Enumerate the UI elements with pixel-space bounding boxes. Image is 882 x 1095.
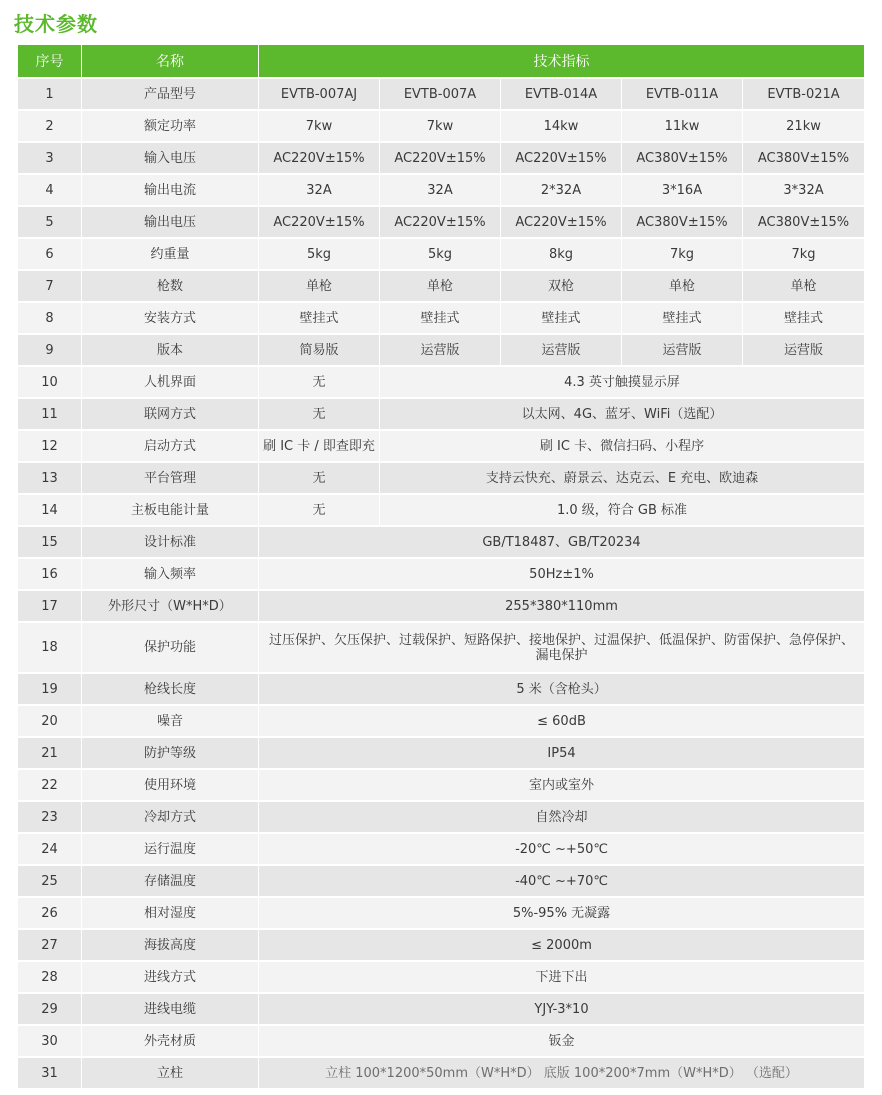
row-number: 29: [18, 992, 82, 1024]
param-value: 双枪: [501, 269, 622, 301]
spec-table: [18, 45, 864, 1088]
row-number: 4: [18, 173, 82, 205]
row-number: 2: [18, 109, 82, 141]
param-value: EVTB-007AJ: [259, 77, 380, 109]
row-number: 15: [18, 525, 82, 557]
table-row: [18, 397, 864, 429]
row-number: 16: [18, 557, 82, 589]
param-name: 进线方式: [82, 960, 259, 992]
param-value: 14kw: [501, 109, 622, 141]
param-value: 1.0 级，符合 GB 标准: [380, 493, 864, 525]
param-value: -40℃ ~+70℃: [259, 864, 864, 896]
param-value: YJY-3*10: [259, 992, 864, 1024]
table-row: [18, 1024, 864, 1056]
table-row: [18, 672, 864, 704]
param-value: 7kw: [259, 109, 380, 141]
param-value: 无: [259, 365, 380, 397]
param-value: GB/T18487、GB/T20234: [259, 525, 864, 557]
table-row: [18, 365, 864, 397]
header-spec: 技术指标: [259, 45, 864, 77]
param-value: 7kw: [380, 109, 501, 141]
param-name: 枪数: [82, 269, 259, 301]
param-value: AC380V±15%: [622, 205, 743, 237]
table-row: [18, 429, 864, 461]
param-name: 输入电压: [82, 141, 259, 173]
param-value: 壁挂式: [501, 301, 622, 333]
param-value: AC220V±15%: [259, 205, 380, 237]
param-value: 5 米（含枪头）: [259, 672, 864, 704]
table-row: [18, 1056, 864, 1088]
param-value: EVTB-007A: [380, 77, 501, 109]
table-row: [18, 461, 864, 493]
table-row: [18, 736, 864, 768]
row-number: 30: [18, 1024, 82, 1056]
param-value: 32A: [380, 173, 501, 205]
table-row: [18, 557, 864, 589]
header-name: 名称: [82, 45, 259, 77]
param-value: ≤ 60dB: [259, 704, 864, 736]
table-row: [18, 205, 864, 237]
table-row: [18, 800, 864, 832]
row-number: 10: [18, 365, 82, 397]
param-value: 11kw: [622, 109, 743, 141]
param-name: 保护功能: [82, 621, 259, 672]
param-name: 进线电缆: [82, 992, 259, 1024]
table-row: [18, 493, 864, 525]
param-value: 运营版: [743, 333, 864, 365]
param-value: 8kg: [501, 237, 622, 269]
param-value: AC220V±15%: [380, 205, 501, 237]
row-number: 6: [18, 237, 82, 269]
table-row: [18, 173, 864, 205]
param-value: 运营版: [622, 333, 743, 365]
table-row: [18, 704, 864, 736]
table-row: [18, 109, 864, 141]
param-value: 7kg: [743, 237, 864, 269]
table-row: [18, 768, 864, 800]
param-value: 2*32A: [501, 173, 622, 205]
table-row: [18, 269, 864, 301]
row-number: 21: [18, 736, 82, 768]
param-value: EVTB-014A: [501, 77, 622, 109]
row-number: 7: [18, 269, 82, 301]
table-row: [18, 525, 864, 557]
param-value: 以太网、4G、蓝牙、WiFi（选配）: [380, 397, 864, 429]
param-name: 平台管理: [82, 461, 259, 493]
header-no: 序号: [18, 45, 82, 77]
param-value: 单枪: [743, 269, 864, 301]
row-number: 24: [18, 832, 82, 864]
param-name: 防护等级: [82, 736, 259, 768]
param-name: 输入频率: [82, 557, 259, 589]
param-name: 相对湿度: [82, 896, 259, 928]
param-value: 5kg: [259, 237, 380, 269]
param-name: 使用环境: [82, 768, 259, 800]
param-value: 室内或室外: [259, 768, 864, 800]
row-number: 13: [18, 461, 82, 493]
param-name: 设计标准: [82, 525, 259, 557]
param-value: 255*380*110mm: [259, 589, 864, 621]
param-name: 安装方式: [82, 301, 259, 333]
param-value: 壁挂式: [380, 301, 501, 333]
row-number: 11: [18, 397, 82, 429]
row-number: 17: [18, 589, 82, 621]
param-name: 主板电能计量: [82, 493, 259, 525]
param-value: 单枪: [259, 269, 380, 301]
param-name: 输出电流: [82, 173, 259, 205]
table-body: [18, 77, 864, 1088]
table-row: [18, 141, 864, 173]
param-value: 运营版: [501, 333, 622, 365]
param-value: 立柱 100*1200*50mm（W*H*D） 底版 100*200*7mm（W*H*D） （选配）: [259, 1056, 864, 1088]
param-name: 立柱: [82, 1056, 259, 1088]
table-row: [18, 928, 864, 960]
table-row: [18, 77, 864, 109]
param-name: 海拔高度: [82, 928, 259, 960]
param-value: AC380V±15%: [622, 141, 743, 173]
param-value: 单枪: [622, 269, 743, 301]
param-value: 壁挂式: [743, 301, 864, 333]
row-number: 25: [18, 864, 82, 896]
param-value: 运营版: [380, 333, 501, 365]
param-value: ≤ 2000m: [259, 928, 864, 960]
param-value: 过压保护、欠压保护、过载保护、短路保护、接地保护、过温保护、低温保护、防雷保护、急停保护、漏电保护: [259, 621, 864, 672]
param-name: 输出电压: [82, 205, 259, 237]
param-name: 联网方式: [82, 397, 259, 429]
param-value: 5kg: [380, 237, 501, 269]
param-value: -20℃ ~+50℃: [259, 832, 864, 864]
row-number: 19: [18, 672, 82, 704]
table-row: [18, 301, 864, 333]
table-row: [18, 960, 864, 992]
param-value: 7kg: [622, 237, 743, 269]
param-value: 50Hz±1%: [259, 557, 864, 589]
param-name: 冷却方式: [82, 800, 259, 832]
table-row: [18, 832, 864, 864]
param-value: 刷 IC 卡、微信扫码、小程序: [380, 429, 864, 461]
row-number: 27: [18, 928, 82, 960]
row-number: 22: [18, 768, 82, 800]
table-row: [18, 864, 864, 896]
table-row: [18, 237, 864, 269]
param-value: 3*32A: [743, 173, 864, 205]
row-number: 9: [18, 333, 82, 365]
param-name: 外形尺寸（W*H*D）: [82, 589, 259, 621]
param-name: 枪线长度: [82, 672, 259, 704]
param-value: 钣金: [259, 1024, 864, 1056]
table-row: [18, 333, 864, 365]
row-number: 1: [18, 77, 82, 109]
param-value: AC380V±15%: [743, 141, 864, 173]
row-number: 26: [18, 896, 82, 928]
param-value: 21kw: [743, 109, 864, 141]
param-value: AC220V±15%: [380, 141, 501, 173]
table-row: [18, 992, 864, 1024]
table-header-row: [18, 45, 864, 77]
param-name: 启动方式: [82, 429, 259, 461]
row-number: 31: [18, 1056, 82, 1088]
param-name: 版本: [82, 333, 259, 365]
param-value: 支持云快充、蔚景云、达克云、E 充电、欧迪森: [380, 461, 864, 493]
param-value: 壁挂式: [259, 301, 380, 333]
param-name: 存储温度: [82, 864, 259, 896]
row-number: 3: [18, 141, 82, 173]
row-number: 14: [18, 493, 82, 525]
param-value: 刷 IC 卡 / 即查即充: [259, 429, 380, 461]
param-value: 4.3 英寸触摸显示屏: [380, 365, 864, 397]
param-value: 自然冷却: [259, 800, 864, 832]
param-name: 人机界面: [82, 365, 259, 397]
param-value: 单枪: [380, 269, 501, 301]
param-value: 无: [259, 461, 380, 493]
row-number: 8: [18, 301, 82, 333]
page-title: 技术参数: [14, 12, 98, 36]
param-value: EVTB-011A: [622, 77, 743, 109]
param-value: 3*16A: [622, 173, 743, 205]
row-number: 18: [18, 621, 82, 672]
row-number: 12: [18, 429, 82, 461]
param-value: 下进下出: [259, 960, 864, 992]
row-number: 20: [18, 704, 82, 736]
param-name: 额定功率: [82, 109, 259, 141]
param-value: EVTB-021A: [743, 77, 864, 109]
param-value: 无: [259, 397, 380, 429]
param-name: 产品型号: [82, 77, 259, 109]
param-value: IP54: [259, 736, 864, 768]
table-row: [18, 896, 864, 928]
param-value: AC220V±15%: [501, 205, 622, 237]
param-name: 运行温度: [82, 832, 259, 864]
param-value: 无: [259, 493, 380, 525]
param-name: 约重量: [82, 237, 259, 269]
row-number: 28: [18, 960, 82, 992]
table-row: [18, 621, 864, 672]
param-value: AC220V±15%: [501, 141, 622, 173]
row-number: 5: [18, 205, 82, 237]
param-value: 32A: [259, 173, 380, 205]
table-row: [18, 589, 864, 621]
param-value: 5%-95% 无凝露: [259, 896, 864, 928]
row-number: 23: [18, 800, 82, 832]
param-value: AC380V±15%: [743, 205, 864, 237]
param-value: 简易版: [259, 333, 380, 365]
param-value: AC220V±15%: [259, 141, 380, 173]
param-name: 外壳材质: [82, 1024, 259, 1056]
param-name: 噪音: [82, 704, 259, 736]
param-value: 壁挂式: [622, 301, 743, 333]
